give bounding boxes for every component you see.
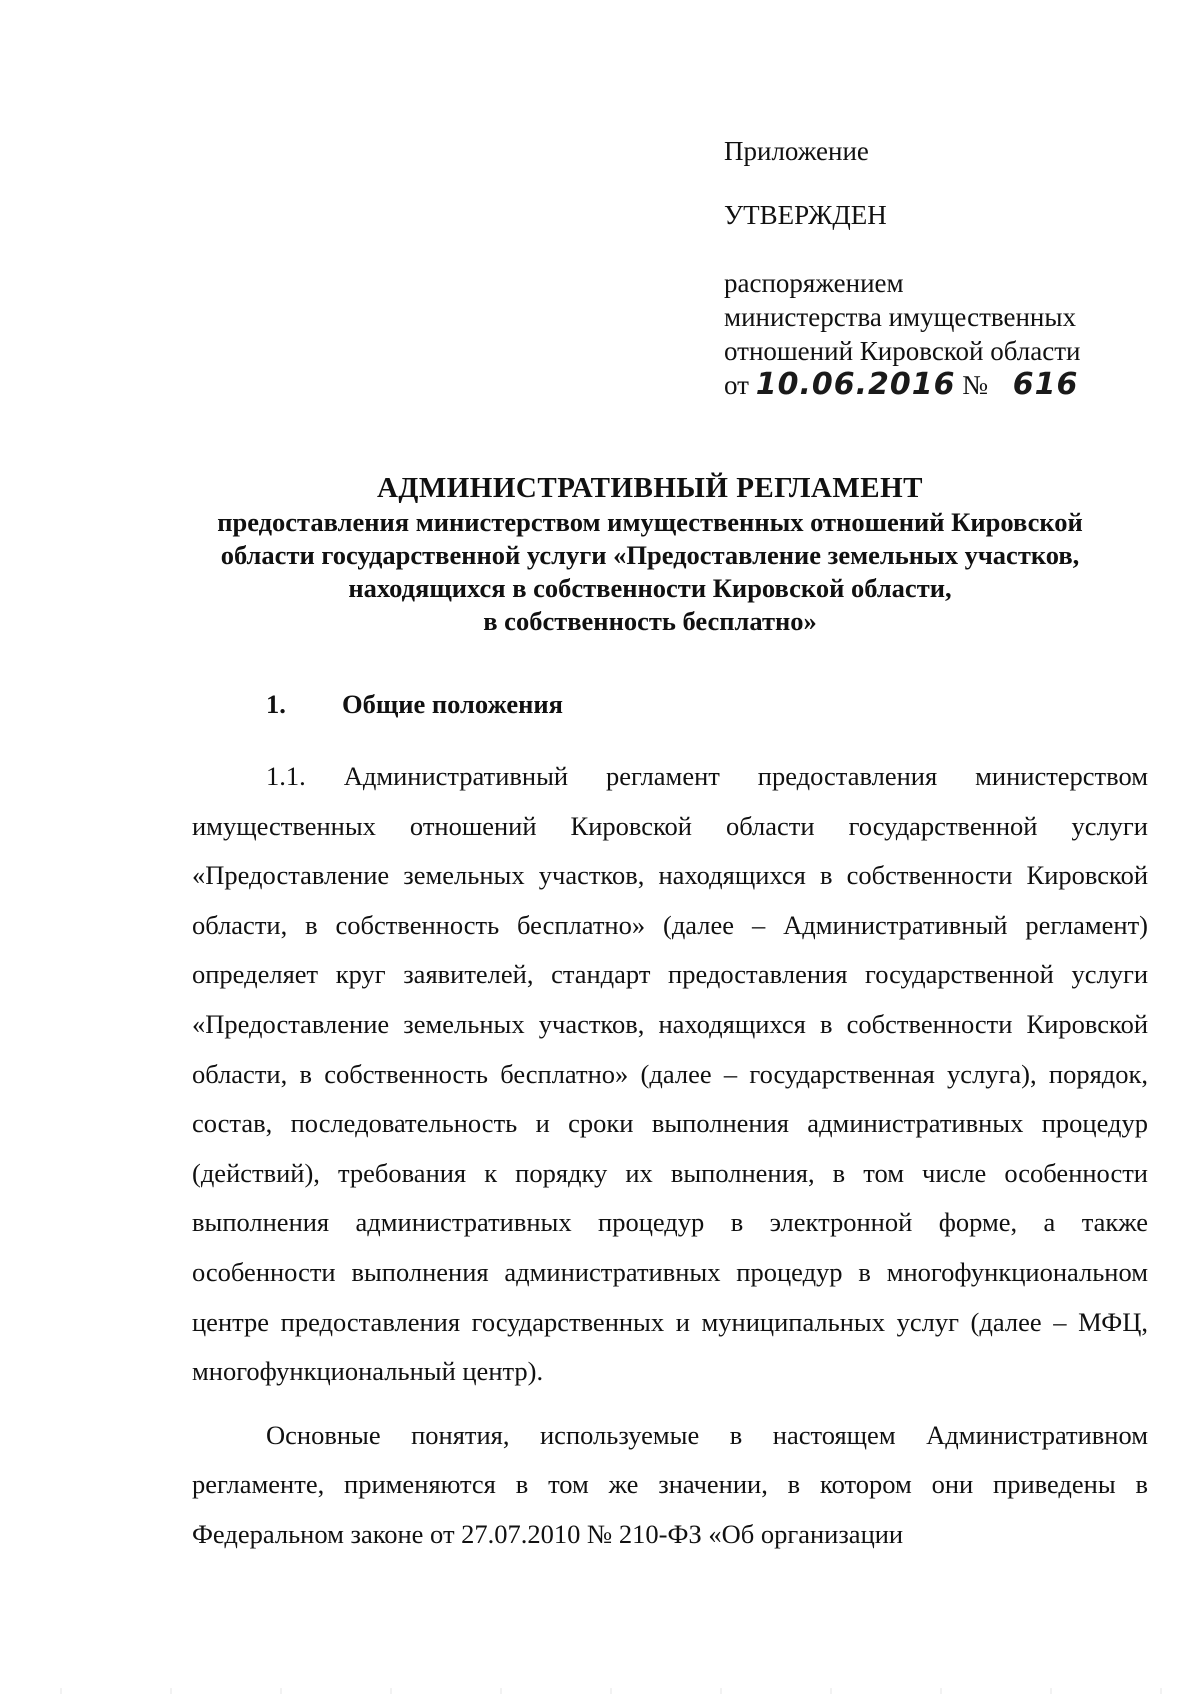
section-heading: [266, 686, 563, 722]
title-main: АДМИНИСТРАТИВНЫЙ РЕГЛАМЕНТ: [376, 472, 923, 504]
handwritten-number: 616: [1012, 367, 1079, 402]
number-prefix: №: [962, 370, 989, 400]
section-number: 1.: [266, 689, 286, 719]
order-date-line: [724, 368, 1144, 402]
handwritten-date: 10.06.2016: [755, 367, 956, 402]
approval-block: [724, 134, 1144, 402]
approved-label: УТВЕРЖДЕН: [724, 200, 887, 230]
title-sub-line-3: находящихся в собственности Кировской области,: [348, 573, 952, 603]
title-sub-line-1: предоставления министерством имущественных отношений Кировской: [217, 507, 1083, 537]
scan-edge-artifact: [0, 1688, 1200, 1694]
title-sub-line-4: в собственность бесплатно»: [483, 606, 817, 636]
body-text: [192, 752, 1148, 1560]
order-line-1: распоряжением: [724, 268, 904, 298]
document-title: [150, 470, 1150, 638]
order-line-3: отношений Кировской области: [724, 336, 1081, 366]
date-prefix: от: [724, 370, 749, 400]
paragraph-1-1: 1.1. Административный регламент предоставления министерством имущественных отношений Кировской области государственной услуги «Предоставление земельных участков, находящихся в собственности Кировской области, в собственность бесплатно» (далее – Административный регламент) определяет круг заявителей, стандарт предоставления государственной услуги «Предоставление земельных участков, находящихся в собственности Кировской области, в собственность бесплатно» (далее – государственная услуга), порядок, состав, последовательность и сроки выполнения административных процедур (действий), требования к порядку их выполнения, в том числе особенности выполнения административных процедур в электронной форме, а также особенности выполнения административных процедур в многофункциональном центре предоставления государственных и муниципальных услуг (далее – МФЦ, многофункциональный центр).: [192, 761, 1148, 1387]
paragraph-definitions: Основные понятия, используемые в настоящем Административном регламенте, применяются в том же значении, в котором они приведены в Федеральном законе от 27.07.2010 № 210-ФЗ «Об организации: [192, 1419, 1148, 1549]
annex-label: Приложение: [724, 136, 869, 166]
section-title: Общие положения: [342, 689, 564, 719]
order-line-2: министерства имущественных: [724, 302, 1076, 332]
title-sub-line-2: области государственной услуги «Предоставление земельных участков,: [220, 540, 1080, 570]
